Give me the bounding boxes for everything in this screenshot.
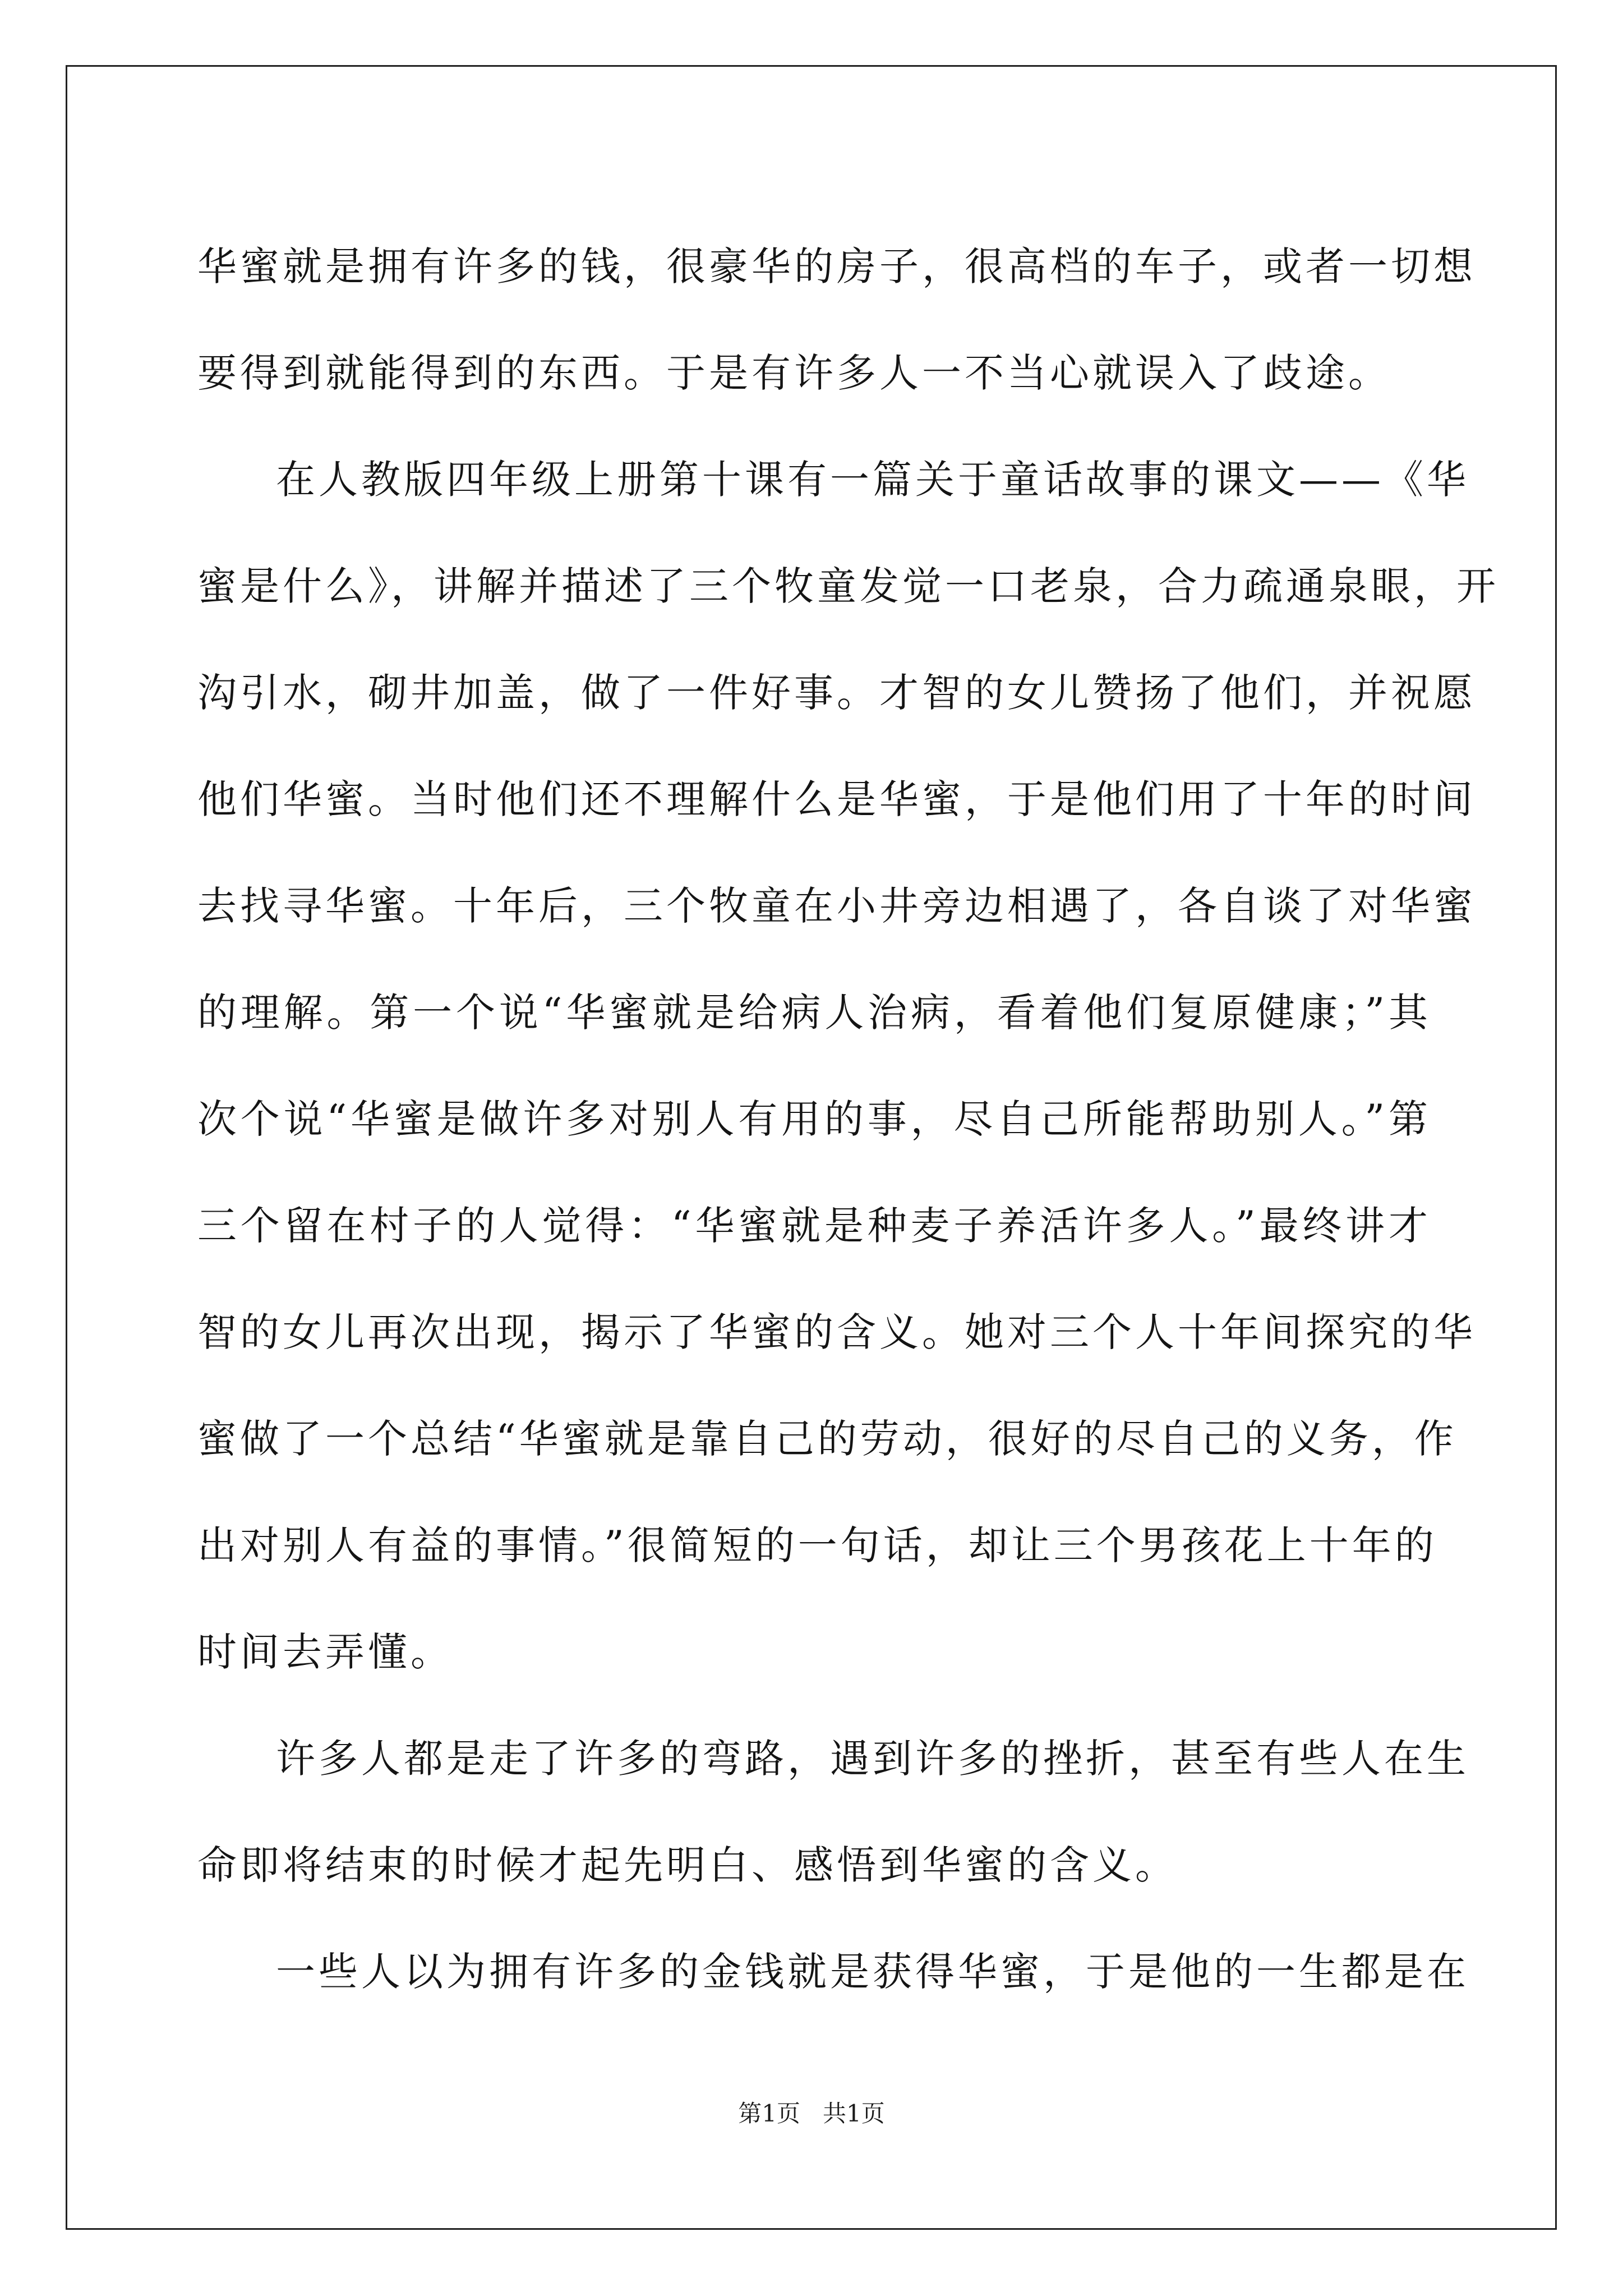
page-total: 共1页 [823,2100,885,2127]
text-line: 沟引水，砌井加盖，做了一件好事。才智的女儿赞扬了他们，并祝愿 [197,670,1476,716]
text-line: 次个说“华蜜是做许多对别人有用的事，尽自己所能帮助别人。”第 [197,1096,1431,1142]
text-line: 一些人以为拥有许多的金钱就是获得华蜜，于是他的一生都是在 [276,1949,1469,1995]
text-line: 在人教版四年级上册第十课有一篇关于童话故事的课文——《华 [276,457,1469,503]
text-line: 的理解。第一个说“华蜜就是给病人治病，看着他们复原健康；”其 [197,990,1431,1036]
text-line: 华蜜就是拥有许多的钱，很豪华的房子，很高档的车子，或者一切想 [197,243,1476,289]
text-line: 命即将结束的时候才起先明白、感悟到华蜜的含义。 [197,1842,1178,1888]
page-footer [0,2097,1623,2131]
text-line: 时间去弄懂。 [197,1629,453,1675]
text-line: 去找寻华蜜。十年后，三个牧童在小井旁边相遇了，各自谈了对华蜜 [197,883,1476,929]
text-line: 许多人都是走了许多的弯路，遇到许多的挫折，甚至有些人在生 [276,1736,1469,1782]
page-number: 第1页 [738,2100,800,2127]
text-line: 蜜是什么》，讲解并描述了三个牧童发觉一口老泉，合力疏通泉眼，开 [197,563,1499,609]
text-line: 要得到就能得到的东西。于是有许多人一不当心就误入了歧途。 [197,350,1391,396]
text-line: 智的女儿再次出现，揭示了华蜜的含义。她对三个人十年间探究的华 [197,1309,1476,1355]
text-line: 蜜做了一个总结“华蜜就是靠自己的劳动，很好的尽自己的义务，作 [197,1416,1457,1462]
text-line: 出对别人有益的事情。”很简短的一句话，却让三个男孩花上十年的 [197,1522,1437,1568]
text-line: 三个留在村子的人觉得：“华蜜就是种麦子养活许多人。”最终讲才 [197,1203,1431,1249]
text-line: 他们华蜜。当时他们还不理解什么是华蜜，于是他们用了十年的时间 [197,776,1476,822]
document-body [197,213,1499,2025]
